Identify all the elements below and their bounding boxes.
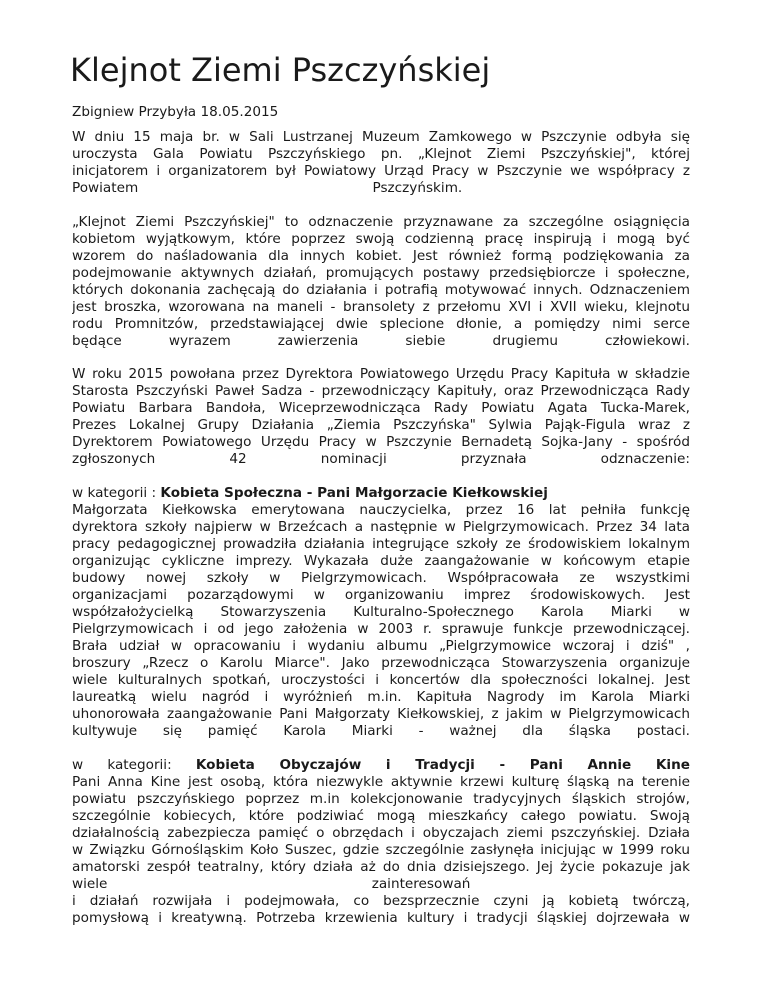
paragraph-4-line: laureatką wielu nagród i wyróżnień m.in. Kapituła Nagrody im Karola Miarki (72, 689, 690, 705)
paragraph-2-line: wzorem do naśladowania dla innych kobiet. Jest również formą podziękowania za (72, 248, 690, 264)
paragraph-5-line: Pani Anna Kine jest osobą, która niezwykle aktywnie krzewi kulturę śląską na terenie (72, 774, 690, 790)
paragraph-1-line: W dniu 15 maja br. w Sali Lustrzanej Muzeum Zamkowego w Pszczynie odbyła się (72, 129, 690, 145)
paragraph-2-line: jest broszka, wzorowana na maneli - bransolety z przełomu XVI i XVII wieku, klejnotu (72, 299, 690, 315)
paragraph-4-line: Małgorzata Kiełkowska emerytowana nauczycielka, przez 16 lat pełniła funkcję (72, 502, 690, 518)
category-name: Kobieta Obyczajów i Tradycji - Pani Annie Kine (195, 757, 690, 773)
paragraph-1-text: Powiatem Pszczyńskim. (72, 180, 463, 196)
paragraph-3-line: Starosta Pszczyński Paweł Sadza - przewodniczący Kapituły, oraz Przewodnicząca Rady (72, 383, 690, 399)
paragraph-3-line: Dyrektorem Powiatowego Urzędu Pracy w Pszczynie Bernadetą Sojka-Jany - spośród (72, 434, 690, 450)
paragraph-3-line: zgłoszonych 42 nominacji przyznała odznaczenie: (72, 451, 690, 467)
paragraph-4-line: współzałożycielką Stowarzyszenia Kulturalno-Społecznego Karola Miarki w (72, 604, 690, 620)
paragraph-5-line: powiatu pszczyńskiego poprzez m.in kolekcjonowanie tradycyjnych śląskich strojów, (72, 791, 690, 807)
paragraph-1-line: uroczysta Gala Powiatu Pszczyńskiego pn. „Klejnot Ziemi Pszczyńskiej", której (72, 146, 690, 162)
category-heading (72, 757, 690, 774)
paragraph-5-line: w Związku Górnośląskim Koło Suszec, gdzie szczególnie zasłynęła inicjując w 1999 roku (72, 842, 690, 858)
paragraph-4-line: budowy nowej szkoły w Pielgrzymowicach. Współpracowała ze wszystkimi (72, 570, 690, 586)
paragraph-5-text: wiele zainteresowań (72, 876, 471, 892)
paragraph-2-line: podejmowanie aktywnych działań, promujących postawy przedsiębiorcze i społeczne, (72, 265, 690, 281)
paragraph-4-line: pracy pedagogicznej prowadziła działania integrujące szkoły ze środowiskiem lokalnym (72, 536, 690, 552)
paragraph-1-line (72, 180, 690, 197)
paragraph-4-line: uhonorowała zaangażowanie Pani Małgorzaty Kiełkowskiej, z jakim w Pielgrzymowicach (72, 706, 690, 722)
paragraph-5-line: amatorski zespół teatralny, który działa aż do dnia dzisiejszego. Jej życie pokazuje jak (72, 859, 690, 875)
paragraph-1-line: inicjatorem i organizatorem był Powiatowy Urząd Pracy w Pszczynie we współpracy z (72, 163, 690, 179)
paragraph-2-line: kobietom wyjątkowym, które poprzez swoją codzienną pracę inspirują i mogą być (72, 231, 690, 247)
paragraph-4-line: kultywuje się pamięć Karola Miarki - ważnej dla śląska postaci. (72, 723, 690, 739)
paragraph-2-line: będące wyrazem zawierzenia siebie drugiemu człowiekowi. (72, 333, 690, 349)
paragraph-4-line: wiele kulturalnych spotkań, uroczystości i koncertów dla społeczności lokalnej. Jest (72, 672, 690, 688)
paragraph-4-line: organizując cykliczne imprezy. Wykazała duże zaangażowanie w końcowym etapie (72, 553, 690, 569)
paragraph-5-line: szczególnie kobiecych, które podziwiać mogą mieszkańcy całego powiatu. Swoją (72, 808, 690, 824)
category-prefix: w kategorii : (72, 485, 161, 501)
paragraph-5-line: i działań rozwijała i podejmowała, co bezsprzecznie czyni ją kobietą twórczą, (72, 893, 690, 909)
paragraph-4-line: Pielgrzymowicach i od jego założenia w 2003 r. sprawuje funkcje przewodniczącej. (72, 621, 690, 637)
paragraph-2-line: „Klejnot Ziemi Pszczyńskiej" to odznaczenie przyznawane za szczególne osiągnięcia (72, 214, 690, 230)
paragraph-3-line: Powiatu Barbara Bandoła, Wiceprzewodnicząca Rady Powiatu Agata Tucka-Marek, (72, 400, 690, 416)
paragraph-2-line: rodu Promnitzów, przedstawiającej dwie splecione dłonie, a pomiędzy nimi serce (72, 316, 690, 332)
paragraph-5-line: działalnością zabezpiecza pamięć o obrzędach i obyczajach ziemi pszczyńskiej. Działa (72, 825, 690, 841)
category-name: Kobieta Społeczna - Pani Małgorzacie Kiełkowskiej (160, 485, 548, 501)
category-heading (72, 485, 690, 502)
paragraph-3-line: Prezes Lokalnej Grupy Działania „Ziemia Pszczyńska" Sylwia Pająk-Figula wraz z (72, 417, 690, 433)
paragraph-5-line: pomysłową i kreatywną. Potrzeba krzewienia kultury i tradycji śląskiej dojrzewała w (72, 910, 690, 926)
paragraph-4-line: broszury „Rzecz o Karolu Miarce". Jako przewodnicząca Stowarzyszenia organizuje (72, 655, 690, 671)
paragraph-4-line: organizacjami pozarządowymi w organizowaniu imprez środowiskowych. Jest (72, 587, 690, 603)
paragraph-4-line: dyrektora szkoły najpierw w Brzeźcach a następnie w Pielgrzymowicach. Przez 34 lata (72, 519, 690, 535)
paragraph-5-line (72, 876, 690, 893)
paragraph-2-line: których dokonania zachęcają do działania i potrafią motywować innych. Odznaczeniem (72, 282, 690, 298)
page-title: Klejnot Ziemi Pszczyńskiej (70, 51, 491, 89)
category-prefix: w kategorii: (72, 757, 196, 773)
byline: Zbigniew Przybyła 18.05.2015 (72, 104, 279, 120)
paragraph-4-line: Brała udział w opracowaniu i wydaniu albumu „Pielgrzymowice wczoraj i dziś" , (72, 638, 690, 654)
paragraph-3-line: W roku 2015 powołana przez Dyrektora Powiatowego Urzędu Pracy Kapituła w składzie (72, 366, 690, 382)
